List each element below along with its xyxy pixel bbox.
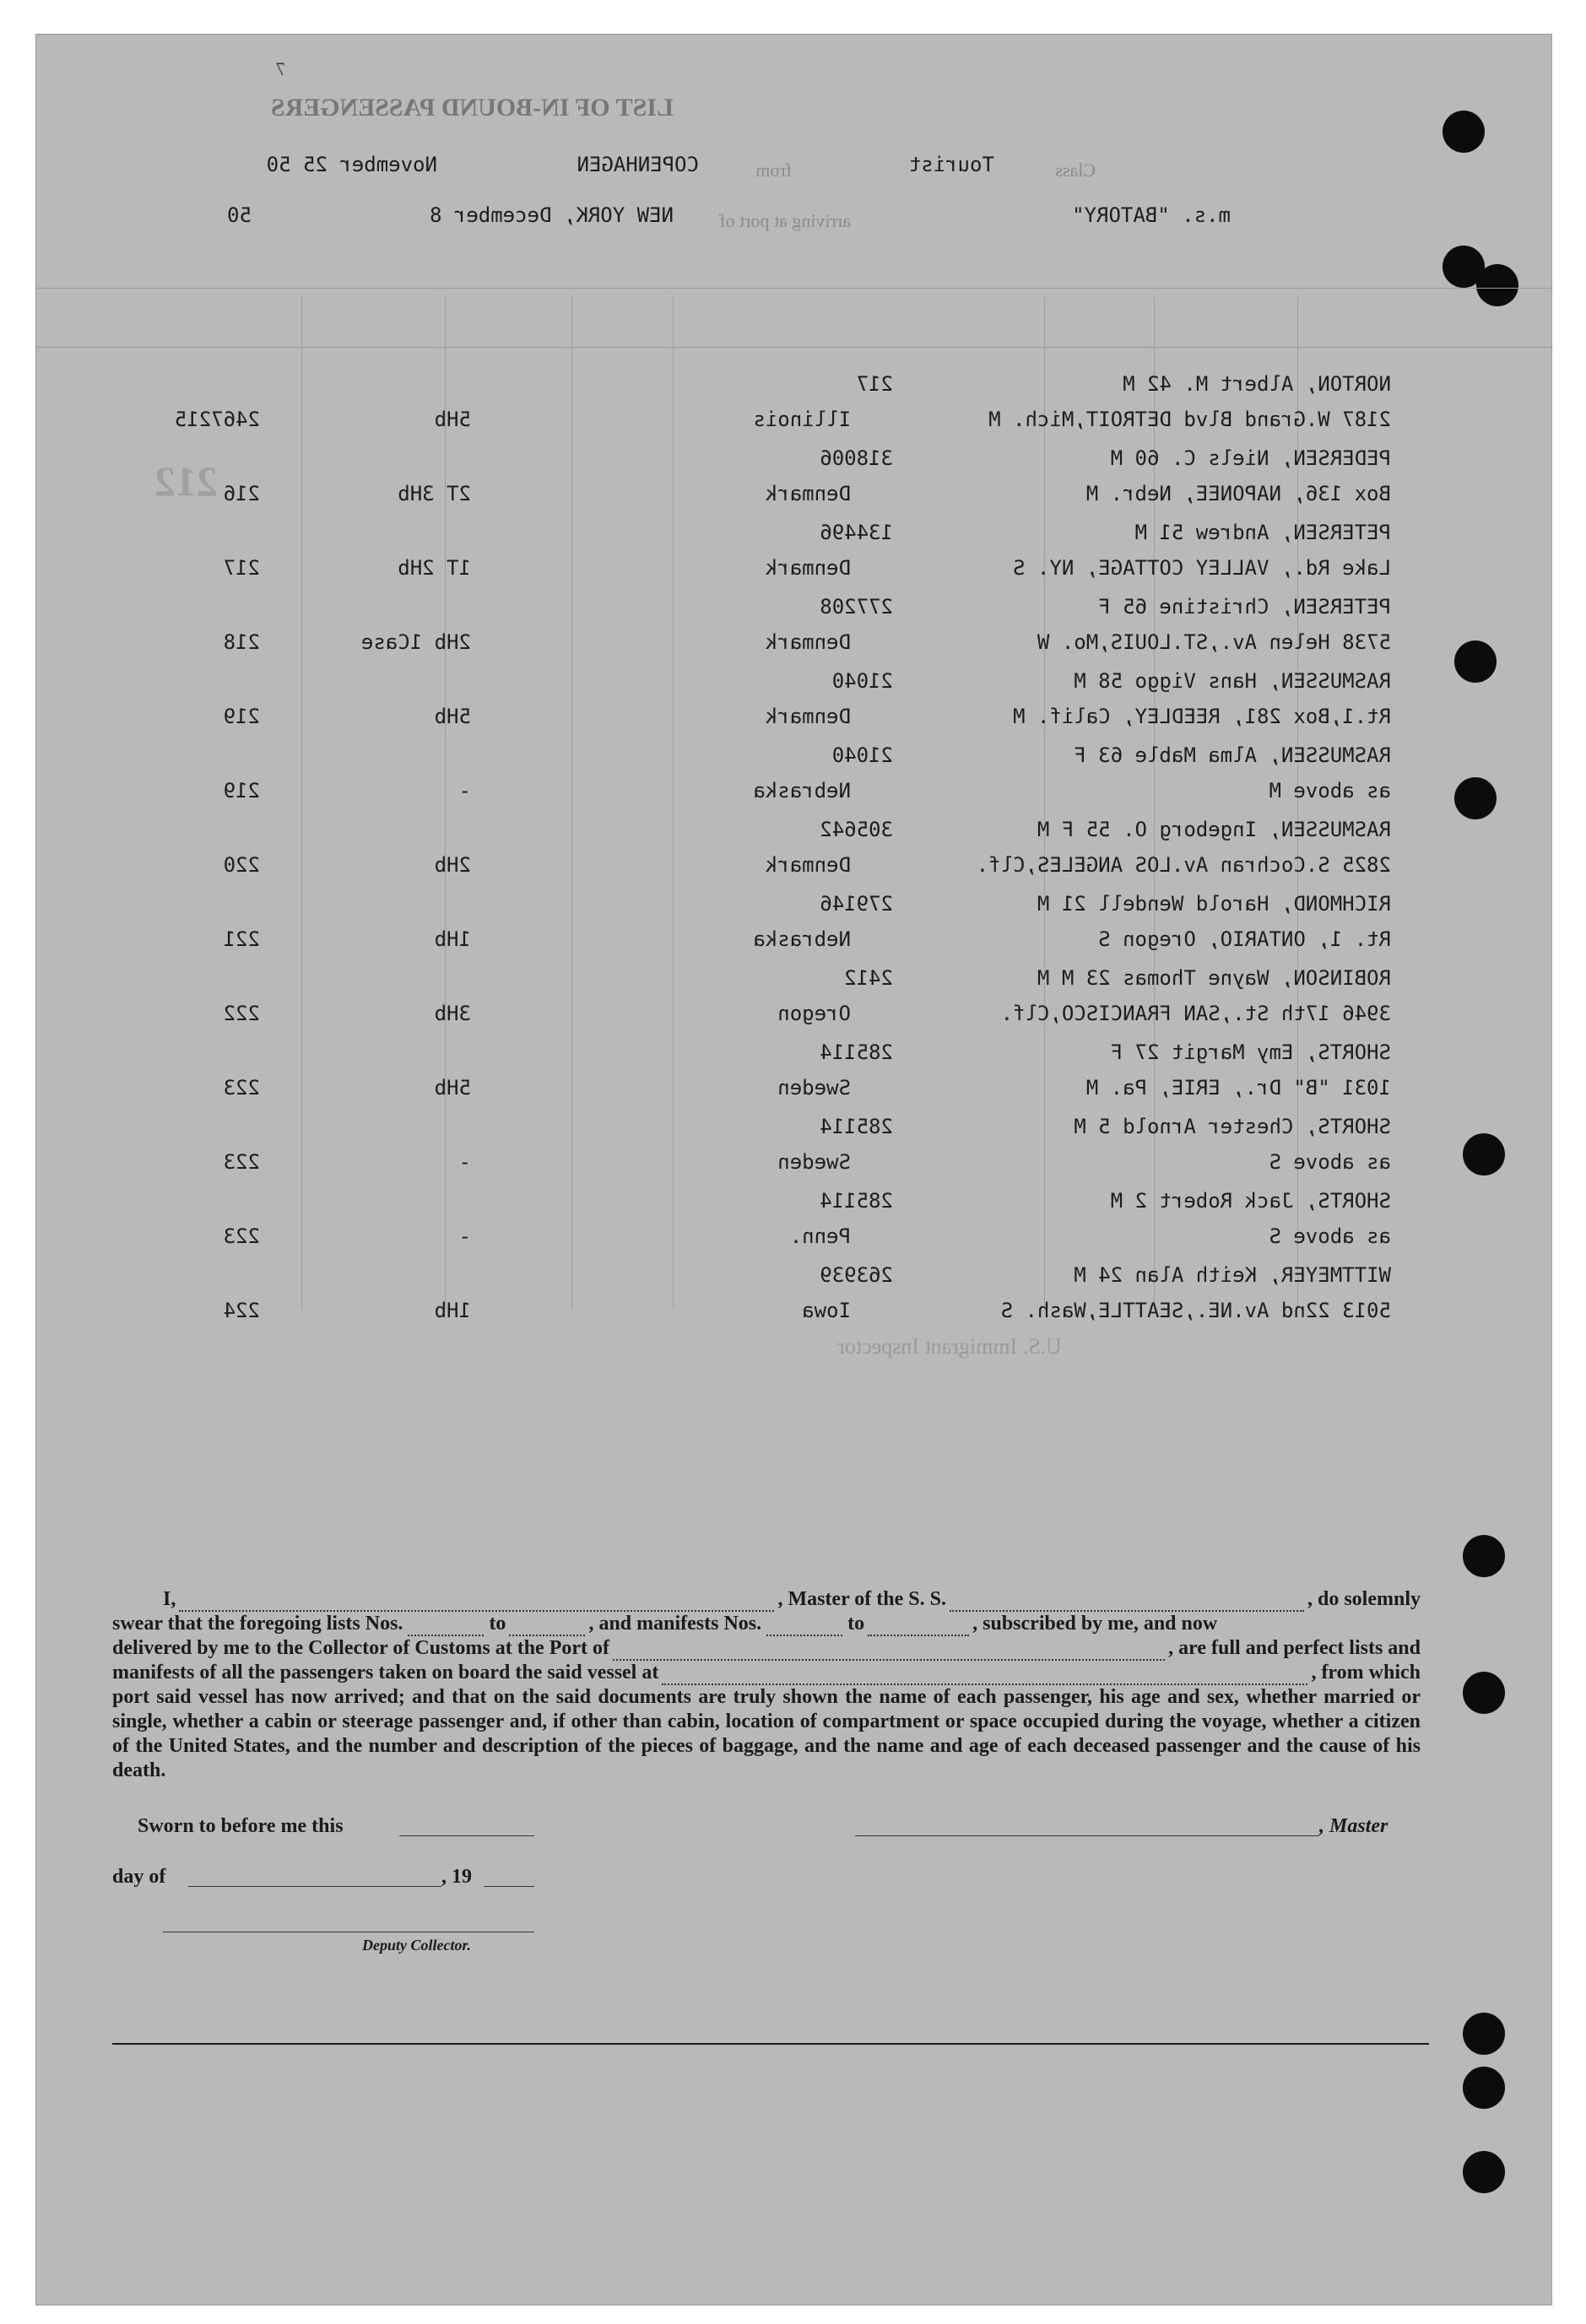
- passenger-id: 2412: [844, 966, 893, 990]
- vessel-name: m.s. "BATORY": [1072, 203, 1231, 227]
- sworn-label: Sworn to before me this: [138, 1815, 344, 1837]
- passenger-number: 2467215: [174, 408, 260, 431]
- passenger-place: Illinois: [753, 408, 851, 431]
- passenger-name-age: PETERSEN, Christine 65 F: [1098, 595, 1391, 619]
- passenger-name-age: RICHMOND, Harold Wendell 21 M: [1037, 892, 1391, 916]
- passenger-number: 223: [223, 1076, 260, 1100]
- passenger-name-age: SHORTS, Emy Margit 27 F: [1110, 1040, 1391, 1064]
- passenger-code: -: [458, 1224, 471, 1248]
- page-number: 7: [276, 58, 285, 79]
- declaration-text: I, , Master of the S. S. , do solemnly swear that the foregoing lists Nos. to , and manifests Nos. to , subscribed by me, and now delivered by me to the Collector of Customs at the Port of , are full and perfect lists and manifests of all the passengers taken on board the said vessel at , from which port said vessel has now arrived; and that on the said documents are truly shown the name of each passenger, his age and sex, whether married or single, whether a cabin or steerage passenger and, if other than cabin, location of compartment or space occupied during the voyage, whether a citizen of the United States, and the number and description of the pieces of baggage, and the name and age of each deceased passenger and the cause of his death.: [112, 1588, 1421, 1781]
- passenger-place: Denmark: [765, 853, 851, 877]
- passenger-number: 223: [223, 1224, 260, 1248]
- passenger-id: 279146: [820, 892, 893, 916]
- passenger-code: 2Hb 1Case: [360, 630, 471, 654]
- passenger-place: Penn.: [789, 1224, 851, 1248]
- passenger-name-age: PETERSEN, Andrew 51 M: [1134, 521, 1391, 544]
- table-row: [36, 595, 1551, 669]
- passenger-id: 285114: [820, 1189, 893, 1213]
- passenger-address: 1031 "B" Dr., ERIE, Pa. M: [1085, 1076, 1391, 1100]
- passenger-place: Denmark: [765, 705, 851, 728]
- passenger-place: Nebraska: [753, 927, 851, 951]
- passenger-name-age: RASMUSSEN, Alma Mable 63 F: [1074, 743, 1391, 767]
- passenger-name-age: SHORTS, Chester Arnold 5 M: [1074, 1115, 1391, 1138]
- passenger-place: Oregon: [777, 1002, 851, 1025]
- deputy-collector-label: Deputy Collector.: [362, 1937, 471, 1954]
- passenger-name-age: NORTON, Albert M. 42 M: [1123, 372, 1391, 396]
- passenger-code: 5Hb: [434, 705, 471, 728]
- passenger-place: Denmark: [765, 630, 851, 654]
- passenger-name-age: RASMUSSEN, Ingeborg O. 55 F M: [1037, 818, 1391, 841]
- table-row: [36, 446, 1551, 521]
- passenger-name-age: SHORTS, Jack Robert 2 M: [1110, 1189, 1391, 1213]
- passenger-code: 1Hb: [434, 1299, 471, 1322]
- passenger-id: 21040: [831, 669, 893, 693]
- passenger-code: -: [458, 1150, 471, 1174]
- table-row: [36, 1189, 1551, 1263]
- passenger-id: 305642: [820, 818, 893, 841]
- passenger-place: Nebraska: [753, 779, 851, 803]
- passenger-number: 219: [223, 705, 260, 728]
- table-row: [36, 1115, 1551, 1189]
- passenger-name-age: RASMUSSEN, Hans Viggo 58 M: [1074, 669, 1391, 693]
- passenger-place: Denmark: [765, 482, 851, 505]
- passenger-address: Lake Rd., VALLEY COTTAGE, NY. S: [1013, 556, 1391, 580]
- passenger-place: Iowa: [802, 1299, 851, 1322]
- passenger-place: Denmark: [765, 556, 851, 580]
- class-value: Tourist: [908, 153, 994, 176]
- table-row: [36, 743, 1551, 818]
- passenger-number: 220: [223, 853, 260, 877]
- arriving-label: arriving at port of: [719, 210, 851, 231]
- table-row: [36, 892, 1551, 966]
- mirrored-typed-section: [36, 35, 1551, 2305]
- table-row: [36, 521, 1551, 595]
- passenger-address: Rt. 1, ONTARIO, Oregon S: [1098, 927, 1391, 951]
- passenger-address: 3946 17th St.,SAN FRANCISCO,Clf.: [1000, 1002, 1391, 1025]
- passenger-address: 2825 S.Cochran Av.LOS ANGELES,Clf.: [976, 853, 1391, 877]
- year-label: , 19: [441, 1866, 472, 1888]
- manifest-page: [35, 34, 1552, 2305]
- passenger-number: 224: [223, 1299, 260, 1322]
- passenger-address: as above M: [1269, 779, 1391, 803]
- passenger-code: 1T 2Hb: [398, 556, 471, 580]
- table-row: [36, 1263, 1551, 1338]
- passenger-address: 5738 Helen Av.,ST.LOUIS,Mo. W: [1037, 630, 1391, 654]
- passenger-code: 1Hb: [434, 927, 471, 951]
- passenger-id: 263939: [820, 1263, 893, 1287]
- passenger-id: 318006: [820, 446, 893, 470]
- table-row: [36, 818, 1551, 892]
- passenger-code: 5Hb: [434, 1076, 471, 1100]
- table-row: [36, 669, 1551, 743]
- passenger-code: 5Hb: [434, 408, 471, 431]
- passenger-number: 216: [223, 482, 260, 505]
- passenger-address: as above S: [1269, 1224, 1391, 1248]
- port-from: COPENHAGEN: [576, 153, 699, 176]
- passenger-id: 217: [856, 372, 893, 396]
- passenger-address: as above S: [1269, 1150, 1391, 1174]
- from-label: from: [755, 159, 792, 181]
- passenger-code: 2Hb: [434, 853, 471, 877]
- passenger-name-age: WITTMEYER, Keith Alan 24 M: [1074, 1263, 1391, 1287]
- table-row: [36, 1040, 1551, 1115]
- passenger-name-age: ROBINSON, Wayne Thomas 23 M M: [1037, 966, 1391, 990]
- passenger-name-age: PEDERSEN, Niels C. 60 M: [1110, 446, 1391, 470]
- passenger-place: Sweden: [777, 1150, 851, 1174]
- passenger-id: 21040: [831, 743, 893, 767]
- master-label: , Master: [1319, 1815, 1388, 1837]
- passenger-number: 221: [223, 927, 260, 951]
- table-row: [36, 372, 1551, 446]
- passenger-id: 285114: [820, 1040, 893, 1064]
- table-row: [36, 966, 1551, 1040]
- passenger-address: Box 136, NAPONEE, Nebr. M: [1085, 482, 1391, 505]
- passenger-id: 285114: [820, 1115, 893, 1138]
- passenger-place: Sweden: [777, 1076, 851, 1100]
- form-title: LIST OF IN-BOUND PASSENGERS: [270, 94, 674, 122]
- passenger-number: 223: [223, 1150, 260, 1174]
- passenger-address: Rt.1,Box 281, REEDLEY, Calif. M: [1013, 705, 1391, 728]
- port-arrival: NEW YORK, December 8: [430, 203, 674, 227]
- passenger-code: 2T 3Hb: [398, 482, 471, 505]
- passenger-id: 134496: [820, 521, 893, 544]
- passenger-address: 5013 22nd Av.NE.,SEATTLE,Wash. S: [1000, 1299, 1391, 1322]
- passenger-address: 2187 W.Grand Blvd DETROIT,Mich. M: [988, 408, 1391, 431]
- year-arrival: 50: [227, 203, 252, 227]
- passenger-number: 218: [223, 630, 260, 654]
- passenger-code: -: [458, 779, 471, 803]
- passenger-number: 217: [223, 556, 260, 580]
- passenger-number: 222: [223, 1002, 260, 1025]
- day-of-label: day of: [112, 1866, 166, 1888]
- passenger-code: 3Hb: [434, 1002, 471, 1025]
- class-label: Class: [1055, 159, 1096, 181]
- list-number: 212: [154, 457, 218, 505]
- passenger-number: 219: [223, 779, 260, 803]
- date-from: November 25 50: [266, 153, 437, 176]
- inspector-stamp: U.S. Immigrant Inspector: [837, 1334, 1062, 1359]
- passenger-id: 277208: [820, 595, 893, 619]
